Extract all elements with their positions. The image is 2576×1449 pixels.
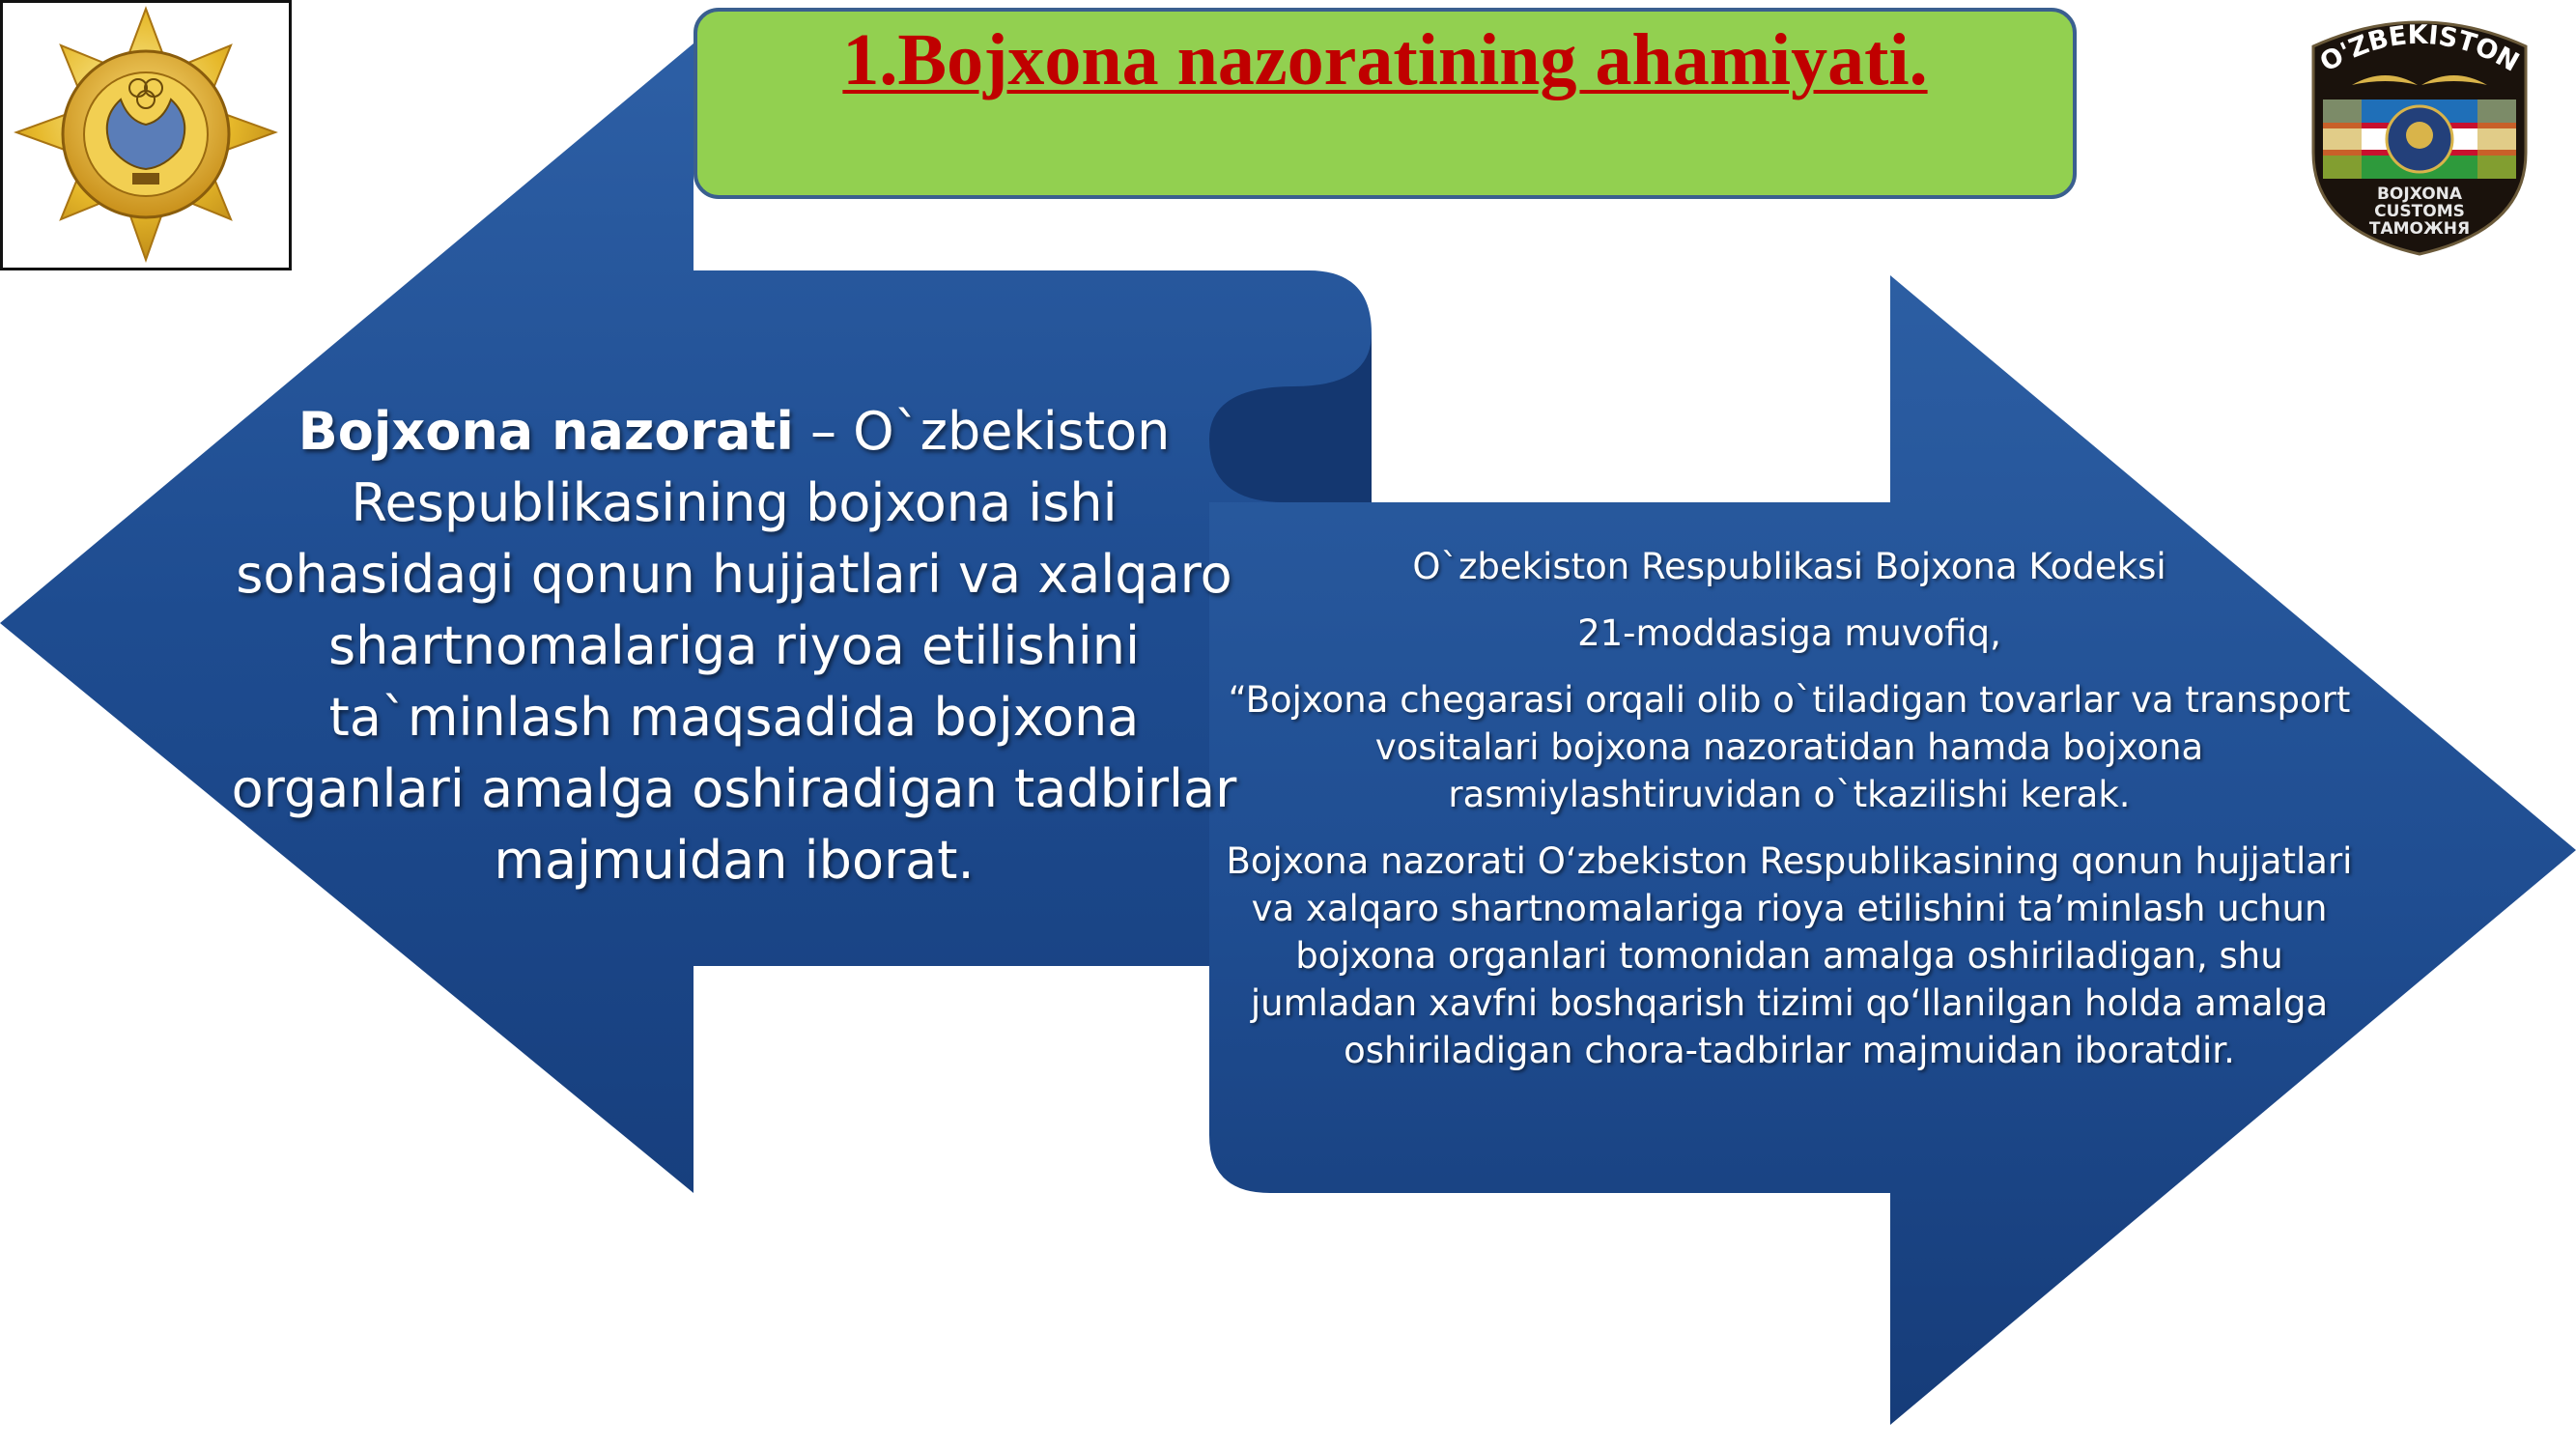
title-box — [694, 8, 2077, 199]
definition-term: Bojxona nazorati — [297, 401, 794, 462]
customs-emblem-logo — [2294, 8, 2545, 259]
badge-top-text: O'ZBEKISTON — [2314, 19, 2525, 78]
star-emblem-icon — [3, 3, 289, 268]
code-reference-paragraph-2: Bojxona nazorati O‘zbekiston Respublikasining qonun hujjatlari va xalqaro shartnomalariga rioya etilishini ta’minlash uchun bojxona organlari tomonidan amalga oshiriladigan, shu jumladan xavfni boshqarish tizimi qo‘llanilgan holda amalga oshiriladigan chora-tadbirlar majmuidan iboratdir. — [1226, 840, 2353, 1071]
badge-line-3: ТАМОЖНЯ — [2368, 219, 2471, 239]
code-reference-line-2: 21-moddasiga muvofiq, — [1577, 612, 2001, 654]
page-title: 1.Bojxona nazoratining ahamiyati. — [842, 19, 1928, 100]
code-reference-line-1: O`zbekiston Respublikasi Bojxona Kodeksi — [1412, 546, 2166, 587]
customs-committee-logo — [0, 0, 292, 270]
code-reference-text — [1212, 543, 2366, 1094]
definition-text — [217, 396, 1251, 896]
badge-line-1: BOJXONA — [2376, 185, 2463, 204]
customs-badge-icon — [2294, 8, 2545, 259]
definition-body: – O`zbekiston Respublikasining bojxona ishi sohasidagi qonun hujjatlari va xalqaro shartnomalariga riyoa etilishini ta`minlash maqsadida bojxona organlari amalga oshiradigan tadbirlar majmuidan iborat. — [231, 401, 1237, 891]
badge-line-2: CUSTOMS — [2374, 202, 2465, 221]
code-reference-paragraph-1: “Bojxona chegarasi orqali olib o`tiladigan tovarlar va transport vositalari bojxona nazoratidan hamda bojxona rasmiylashtiruvidan o`tkazilishi kerak. — [1228, 679, 2351, 815]
